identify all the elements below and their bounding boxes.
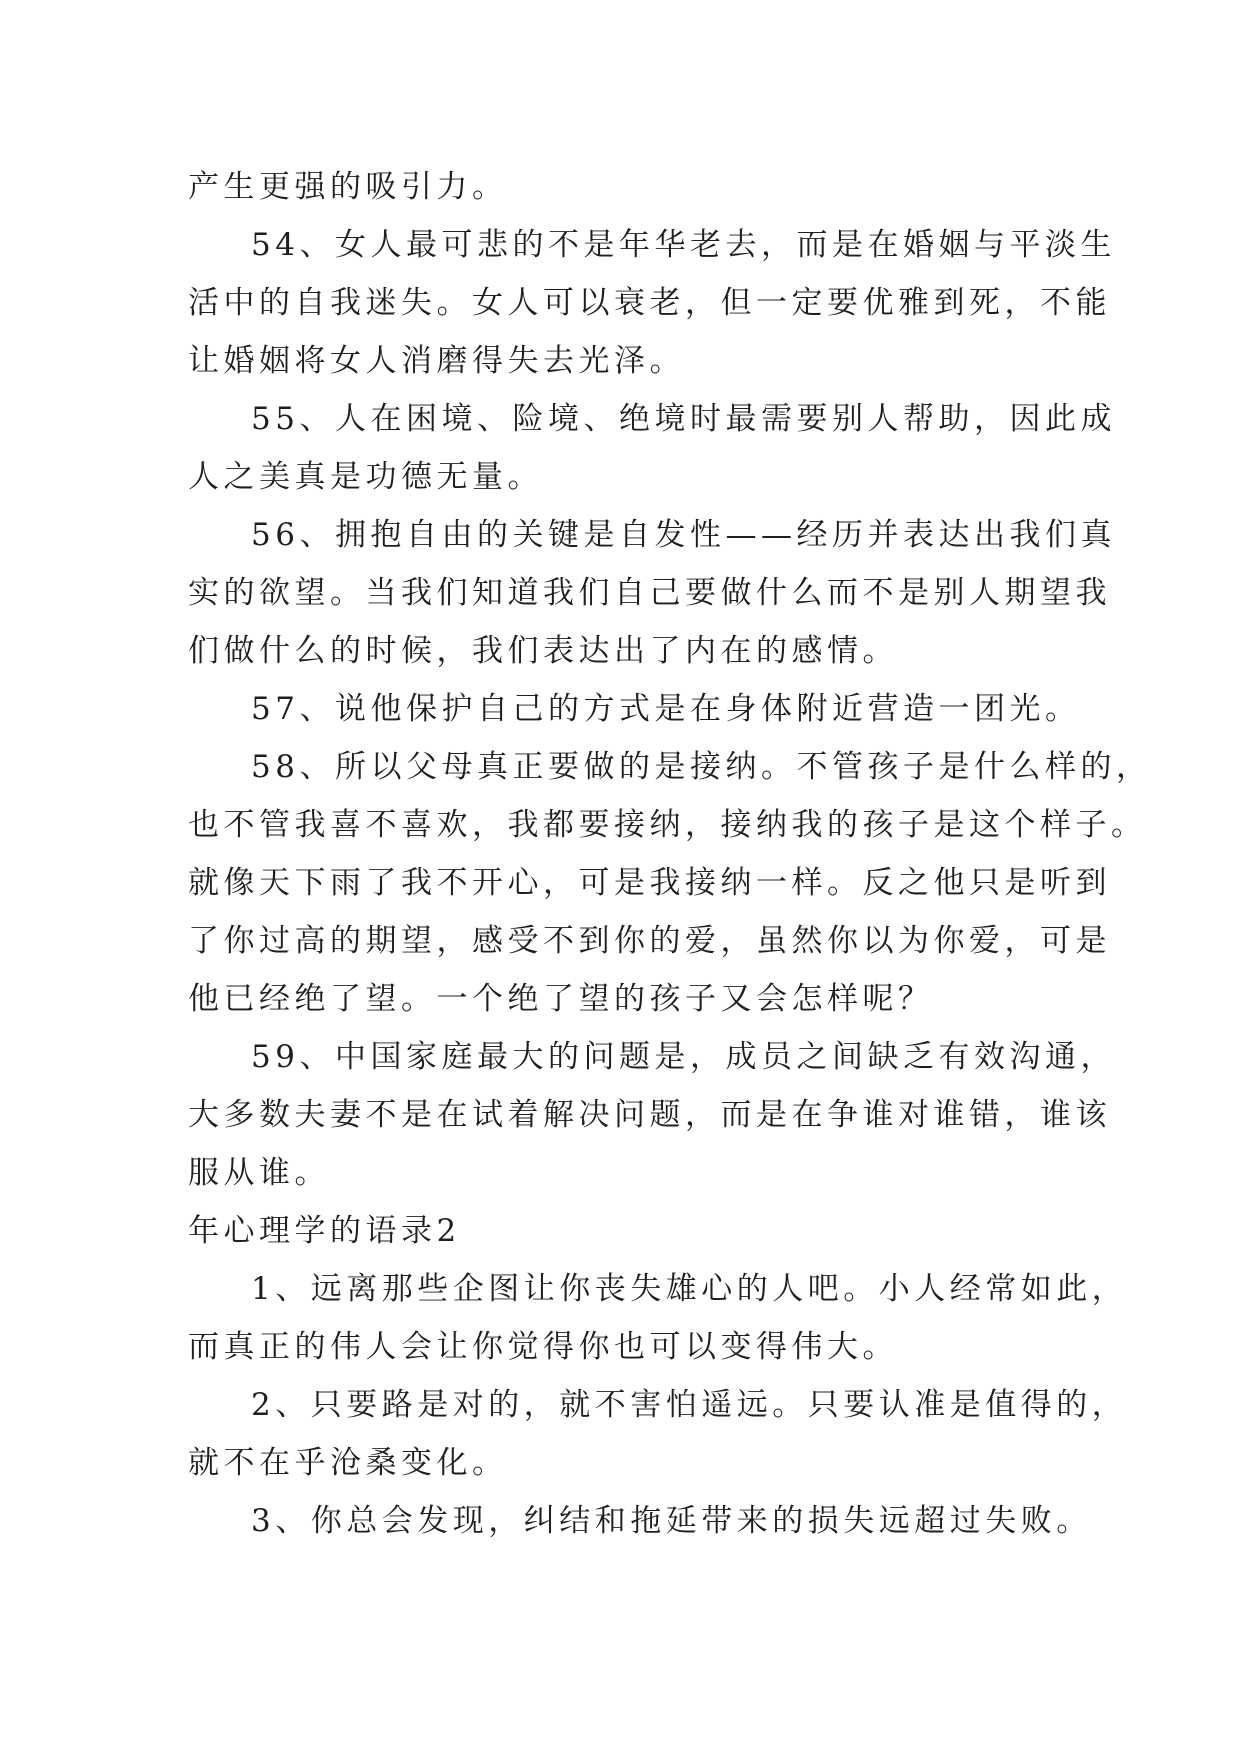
paragraph-59-line-1: 59、中国家庭最大的问题是，成员之间缺乏有效沟通， xyxy=(251,1039,1116,1075)
paragraph-58-line-3: 就像天下雨了我不开心，可是我接纳一样。反之他只是听到 xyxy=(188,865,1111,901)
paragraph-3-line-1: 3、你总会发现，纠结和拖延带来的损失远超过失败。 xyxy=(251,1503,1092,1539)
document-body xyxy=(188,158,1152,1550)
paragraph-54-line-3: 让婚姻将女人消磨得失去光泽。 xyxy=(188,343,685,379)
paragraph-1-line-1: 1、远离那些企图让你丧失雄心的人吧。小人经常如此， xyxy=(251,1271,1128,1307)
paragraph-56-line-3: 们做什么的时候，我们表达出了内在的感情。 xyxy=(188,633,898,669)
paragraph-58-line-2: 也不管我喜不喜欢，我都要接纳，接纳我的孩子是这个样子。 xyxy=(188,807,1147,843)
paragraph-58-line-5: 他已经绝了望。一个绝了望的孩子又会怎样呢？ xyxy=(188,981,934,1017)
section-heading: 年心理学的语录2 xyxy=(188,1213,461,1249)
text-line: 产生更强的吸引力。 xyxy=(188,169,508,205)
paragraph-58-line-4: 了你过高的期望，感受不到你的爱，虽然你以为你爱，可是 xyxy=(188,923,1111,959)
paragraph-59-line-2: 大多数夫妻不是在试着解决问题，而是在争谁对谁错，谁该 xyxy=(188,1097,1111,1133)
paragraph-56-line-1: 56、拥抱自由的关键是自发性——经历并表达出我们真 xyxy=(251,517,1116,553)
paragraph-54-line-1: 54、女人最可悲的不是年华老去，而是在婚姻与平淡生 xyxy=(251,227,1116,263)
paragraph-57-line-1: 57、说他保护自己的方式是在身体附近营造一团光。 xyxy=(251,691,1081,727)
paragraph-55-line-2: 人之美真是功德无量。 xyxy=(188,459,543,495)
paragraph-58-line-1: 58、所以父母真正要做的是接纳。不管孩子是什么样的， xyxy=(251,749,1152,785)
paragraph-59-line-3: 服从谁。 xyxy=(188,1155,330,1191)
paragraph-2-line-1: 2、只要路是对的，就不害怕遥远。只要认准是值得的， xyxy=(251,1387,1128,1423)
paragraph-55-line-1: 55、人在困境、险境、绝境时最需要别人帮助，因此成 xyxy=(251,401,1116,437)
paragraph-56-line-2: 实的欲望。当我们知道我们自己要做什么而不是别人期望我 xyxy=(188,575,1111,611)
paragraph-54-line-2: 活中的自我迷失。女人可以衰老，但一定要优雅到死，不能 xyxy=(188,285,1111,321)
paragraph-2-line-2: 就不在乎沧桑变化。 xyxy=(188,1445,508,1481)
paragraph-1-line-2: 而真正的伟人会让你觉得你也可以变得伟大。 xyxy=(188,1329,898,1365)
